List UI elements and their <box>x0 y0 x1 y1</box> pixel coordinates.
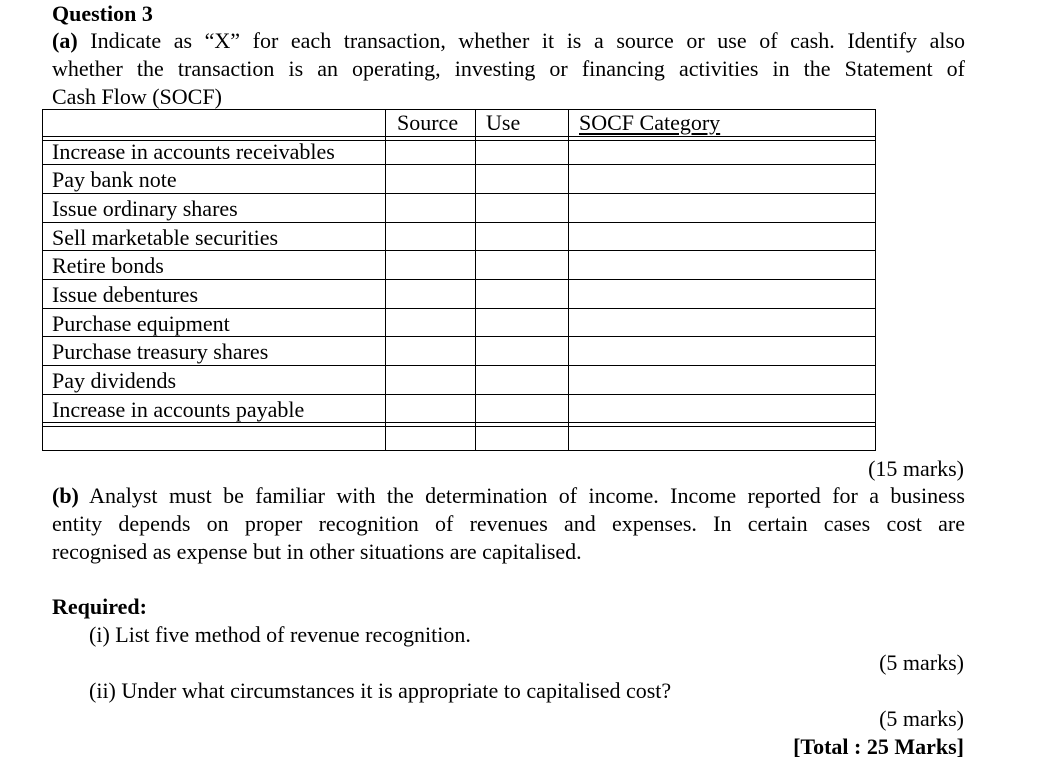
table-line <box>42 279 876 280</box>
part-b-line-3: recognised as expense but in other situations are capitalised. <box>52 539 582 564</box>
table-row: Purchase treasury shares <box>52 339 269 364</box>
marks-item-2: (5 marks) <box>879 706 964 731</box>
marks-part-a: (15 marks) <box>868 456 964 481</box>
part-a-line-3: Cash Flow (SOCF) <box>52 84 222 109</box>
required-item-1: (i) List five method of revenue recognition. <box>89 622 471 647</box>
table-line <box>568 109 569 451</box>
table-row: Issue ordinary shares <box>52 196 238 221</box>
cash-flow-table <box>42 109 876 451</box>
table-row: Purchase equipment <box>52 311 230 336</box>
table-line <box>42 109 876 110</box>
table-row: Pay dividends <box>52 368 177 393</box>
table-line <box>42 426 876 427</box>
table-row: Increase in accounts receivables <box>52 139 335 164</box>
header-source: Source <box>397 110 459 135</box>
question-title: Question 3 <box>52 1 153 26</box>
table-line <box>42 109 43 451</box>
required-label: Required: <box>52 594 147 619</box>
table-row: Sell marketable securities <box>52 225 279 250</box>
part-a-line-1 <box>52 27 965 55</box>
table-row: Retire bonds <box>52 253 164 278</box>
table-line <box>42 136 876 137</box>
table-row: Pay bank note <box>52 167 177 192</box>
marks-item-1: (5 marks) <box>879 650 964 675</box>
header-socf-category: SOCF Category <box>579 110 721 135</box>
part-b-label: (b) <box>52 483 79 508</box>
part-b-line-2: entity depends on proper recognition of revenues and expenses. In certain cases cost are <box>52 511 965 536</box>
table-line <box>42 450 876 451</box>
part-a-line-2: whether the transaction is an operating, investing or financing activities in the Statement of <box>52 56 965 81</box>
part-a-label: (a) <box>52 28 78 53</box>
part-b-line-1-text: Analyst must be familiar with the determination of income. Income reported for a business <box>89 483 965 508</box>
total-marks: [Total : 25 Marks] <box>793 734 964 759</box>
header-use: Use <box>486 110 521 135</box>
table-row: Increase in accounts payable <box>52 397 305 422</box>
table-row: Issue debentures <box>52 282 199 307</box>
part-a-line-1-text: Indicate as “X” for each transaction, whether it is a source or use of cash. Identify also <box>90 28 966 53</box>
part-b-line-1 <box>52 482 965 510</box>
table-line <box>475 109 476 451</box>
table-line <box>385 109 386 451</box>
required-item-2: (ii) Under what circumstances it is appropriate to capitalised cost? <box>89 678 672 703</box>
table-line <box>875 109 876 451</box>
